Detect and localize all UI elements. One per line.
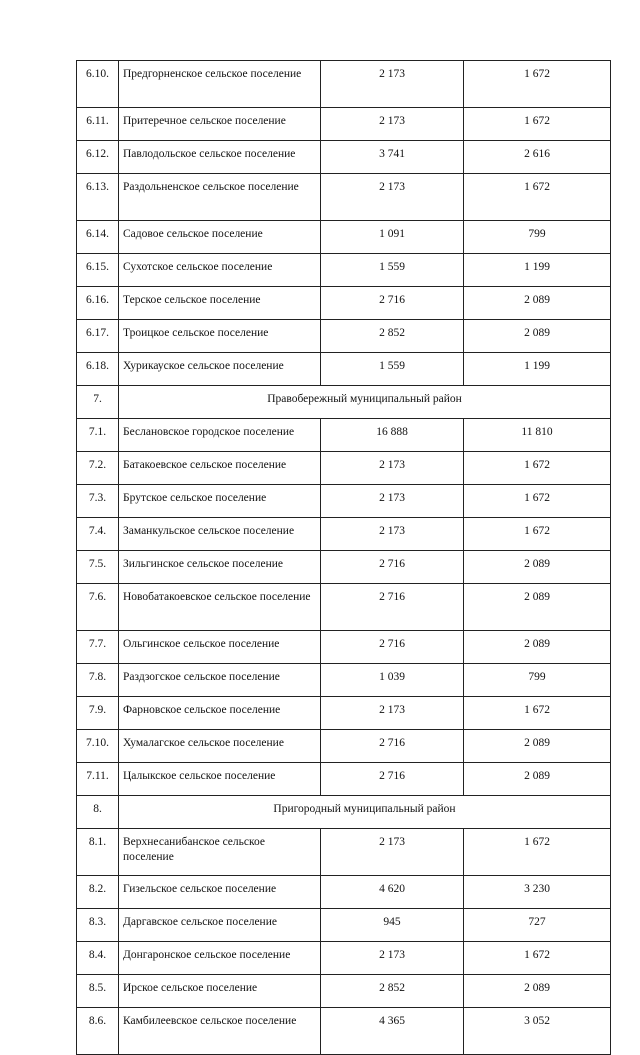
value-2: 1 672 <box>464 697 611 730</box>
value-1: 2 173 <box>321 452 464 485</box>
value-1: 2 716 <box>321 287 464 320</box>
section-title: Правобережный муниципальный район <box>119 386 611 419</box>
value-1: 16 888 <box>321 419 464 452</box>
settlement-name: Терское сельское поселение <box>119 287 321 320</box>
value-2: 1 199 <box>464 254 611 287</box>
settlement-name: Ирское сельское поселение <box>119 975 321 1008</box>
value-1: 4 620 <box>321 876 464 909</box>
value-2: 11 810 <box>464 419 611 452</box>
settlement-name: Брутское сельское поселение <box>119 485 321 518</box>
settlement-name: Камбилеевское сельское поселение <box>119 1008 321 1055</box>
value-1: 2 173 <box>321 174 464 221</box>
value-1: 2 173 <box>321 108 464 141</box>
section-row <box>77 796 611 829</box>
value-1: 4 365 <box>321 1008 464 1055</box>
row-number: 8.1. <box>77 829 119 876</box>
value-2: 2 089 <box>464 763 611 796</box>
value-1: 1 039 <box>321 664 464 697</box>
row-number: 7.1. <box>77 419 119 452</box>
value-1: 1 559 <box>321 353 464 386</box>
table-row <box>77 174 611 221</box>
table-row <box>77 61 611 108</box>
row-number: 8.5. <box>77 975 119 1008</box>
table-row <box>77 108 611 141</box>
table-row <box>77 320 611 353</box>
table-row <box>77 631 611 664</box>
value-2: 3 052 <box>464 1008 611 1055</box>
value-1: 2 716 <box>321 631 464 664</box>
settlement-name: Новобатакоевское сельское поселение <box>119 584 321 631</box>
value-2: 2 616 <box>464 141 611 174</box>
row-number: 7.9. <box>77 697 119 730</box>
value-2: 1 199 <box>464 353 611 386</box>
row-number: 6.12. <box>77 141 119 174</box>
value-2: 799 <box>464 664 611 697</box>
value-2: 1 672 <box>464 829 611 876</box>
settlements-table <box>76 60 611 1055</box>
value-2: 1 672 <box>464 61 611 108</box>
value-2: 2 089 <box>464 975 611 1008</box>
settlement-name: Гизельское сельское поселение <box>119 876 321 909</box>
table-row <box>77 518 611 551</box>
settlement-name: Заманкульское сельское поселение <box>119 518 321 551</box>
row-number: 7.10. <box>77 730 119 763</box>
value-1: 1 091 <box>321 221 464 254</box>
row-number: 7.4. <box>77 518 119 551</box>
value-2: 799 <box>464 221 611 254</box>
settlement-name: Фарновское сельское поселение <box>119 697 321 730</box>
table-row <box>77 730 611 763</box>
value-1: 2 173 <box>321 61 464 108</box>
row-number: 6.13. <box>77 174 119 221</box>
value-1: 2 173 <box>321 518 464 551</box>
value-1: 2 852 <box>321 975 464 1008</box>
table-row <box>77 1008 611 1055</box>
value-1: 2 173 <box>321 942 464 975</box>
value-1: 945 <box>321 909 464 942</box>
section-title: Пригородный муниципальный район <box>119 796 611 829</box>
row-number: 7.6. <box>77 584 119 631</box>
row-number: 7.3. <box>77 485 119 518</box>
table-row <box>77 221 611 254</box>
settlement-name: Цалыкское сельское поселение <box>119 763 321 796</box>
table-row <box>77 942 611 975</box>
settlement-name: Верхнесанибанское сельское поселение <box>119 829 321 876</box>
table-row <box>77 763 611 796</box>
table-row <box>77 975 611 1008</box>
row-number: 7.11. <box>77 763 119 796</box>
value-1: 2 852 <box>321 320 464 353</box>
settlement-name: Зильгинское сельское поселение <box>119 551 321 584</box>
value-1: 2 173 <box>321 485 464 518</box>
value-1: 2 173 <box>321 697 464 730</box>
row-number: 8.3. <box>77 909 119 942</box>
settlement-name: Даргавское сельское поселение <box>119 909 321 942</box>
table-row <box>77 697 611 730</box>
row-number: 7.7. <box>77 631 119 664</box>
table-row <box>77 452 611 485</box>
row-number: 8.2. <box>77 876 119 909</box>
table-row <box>77 876 611 909</box>
value-2: 2 089 <box>464 730 611 763</box>
row-number: 6.11. <box>77 108 119 141</box>
row-number: 8.4. <box>77 942 119 975</box>
value-2: 1 672 <box>464 518 611 551</box>
value-1: 2 716 <box>321 730 464 763</box>
row-number: 6.16. <box>77 287 119 320</box>
settlement-name: Раздольненское сельское поселение <box>119 174 321 221</box>
value-2: 1 672 <box>464 174 611 221</box>
table-row <box>77 584 611 631</box>
table-row <box>77 141 611 174</box>
table-row <box>77 664 611 697</box>
row-number: 7.5. <box>77 551 119 584</box>
row-number: 7. <box>77 386 119 419</box>
value-2: 2 089 <box>464 584 611 631</box>
value-1: 2 173 <box>321 829 464 876</box>
value-2: 3 230 <box>464 876 611 909</box>
value-2: 1 672 <box>464 485 611 518</box>
row-number: 6.14. <box>77 221 119 254</box>
settlement-name: Хумалагское сельское поселение <box>119 730 321 763</box>
table-row <box>77 287 611 320</box>
settlement-name: Предгорненское сельское поселение <box>119 61 321 108</box>
value-2: 2 089 <box>464 631 611 664</box>
section-row <box>77 386 611 419</box>
table-row <box>77 551 611 584</box>
settlement-name: Ольгинское сельское поселение <box>119 631 321 664</box>
value-2: 1 672 <box>464 452 611 485</box>
row-number: 7.2. <box>77 452 119 485</box>
settlements-table-body <box>77 61 611 1055</box>
settlement-name: Донгаронское сельское поселение <box>119 942 321 975</box>
table-row <box>77 419 611 452</box>
value-2: 1 672 <box>464 108 611 141</box>
value-1: 3 741 <box>321 141 464 174</box>
table-row <box>77 485 611 518</box>
settlement-name: Раздзогское сельское поселение <box>119 664 321 697</box>
value-2: 1 672 <box>464 942 611 975</box>
row-number: 6.18. <box>77 353 119 386</box>
table-row <box>77 829 611 876</box>
settlement-name: Павлодольское сельское поселение <box>119 141 321 174</box>
row-number: 6.10. <box>77 61 119 108</box>
table-row <box>77 353 611 386</box>
settlement-name: Троицкое сельское поселение <box>119 320 321 353</box>
value-1: 2 716 <box>321 551 464 584</box>
value-1: 2 716 <box>321 763 464 796</box>
value-2: 2 089 <box>464 320 611 353</box>
row-number: 6.17. <box>77 320 119 353</box>
table-row <box>77 254 611 287</box>
value-2: 727 <box>464 909 611 942</box>
row-number: 8. <box>77 796 119 829</box>
settlement-name: Притеречное сельское поселение <box>119 108 321 141</box>
settlement-name: Батакоевское сельское поселение <box>119 452 321 485</box>
settlement-name: Хурикауское сельское поселение <box>119 353 321 386</box>
value-1: 1 559 <box>321 254 464 287</box>
settlement-name: Садовое сельское поселение <box>119 221 321 254</box>
table-row <box>77 909 611 942</box>
value-2: 2 089 <box>464 551 611 584</box>
settlement-name: Сухотское сельское поселение <box>119 254 321 287</box>
row-number: 8.6. <box>77 1008 119 1055</box>
value-2: 2 089 <box>464 287 611 320</box>
row-number: 7.8. <box>77 664 119 697</box>
row-number: 6.15. <box>77 254 119 287</box>
settlement-name: Беслановское городское поселение <box>119 419 321 452</box>
value-1: 2 716 <box>321 584 464 631</box>
